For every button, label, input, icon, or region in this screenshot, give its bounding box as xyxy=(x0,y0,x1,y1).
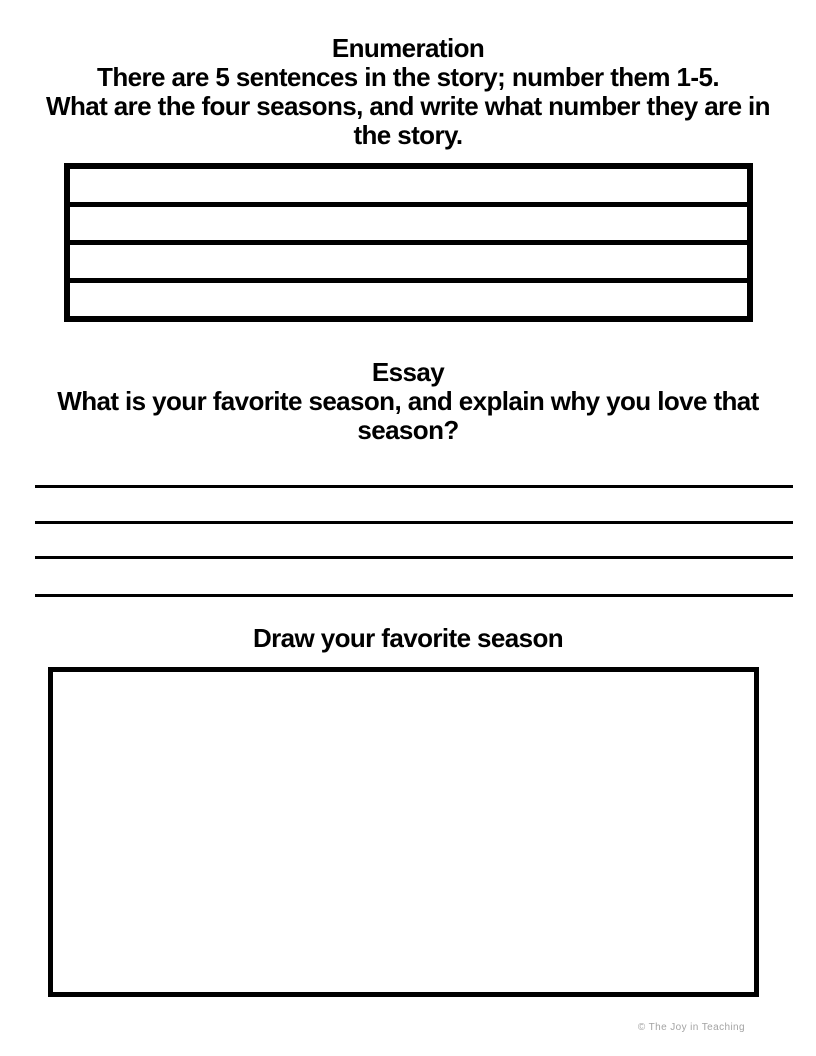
enumeration-section xyxy=(0,34,816,150)
essay-question: What is your favorite season, and explain why you love that season? xyxy=(57,386,759,445)
enumeration-instruction-2: What are the four seasons, and write what number they are in the story. xyxy=(46,91,770,150)
answer-row-3[interactable] xyxy=(70,240,747,278)
answer-row-2[interactable] xyxy=(70,202,747,240)
writing-line-2[interactable] xyxy=(35,521,793,524)
essay-heading: Essay xyxy=(371,357,445,387)
drawing-heading: Draw your favorite season xyxy=(252,623,564,653)
enumeration-instruction-1: There are 5 sentences in the story; number them 1-5. xyxy=(97,62,719,92)
footer-credit: © The Joy in Teaching xyxy=(637,1022,745,1033)
writing-line-4[interactable] xyxy=(35,594,793,597)
writing-line-3[interactable] xyxy=(35,556,793,559)
answer-row-4[interactable] xyxy=(70,278,747,316)
answers-table xyxy=(64,163,753,322)
enumeration-heading: Enumeration xyxy=(331,33,485,63)
writing-line-1[interactable] xyxy=(35,485,793,488)
drawing-box[interactable] xyxy=(48,667,759,997)
answer-row-1[interactable] xyxy=(70,169,747,202)
essay-section xyxy=(0,358,816,445)
